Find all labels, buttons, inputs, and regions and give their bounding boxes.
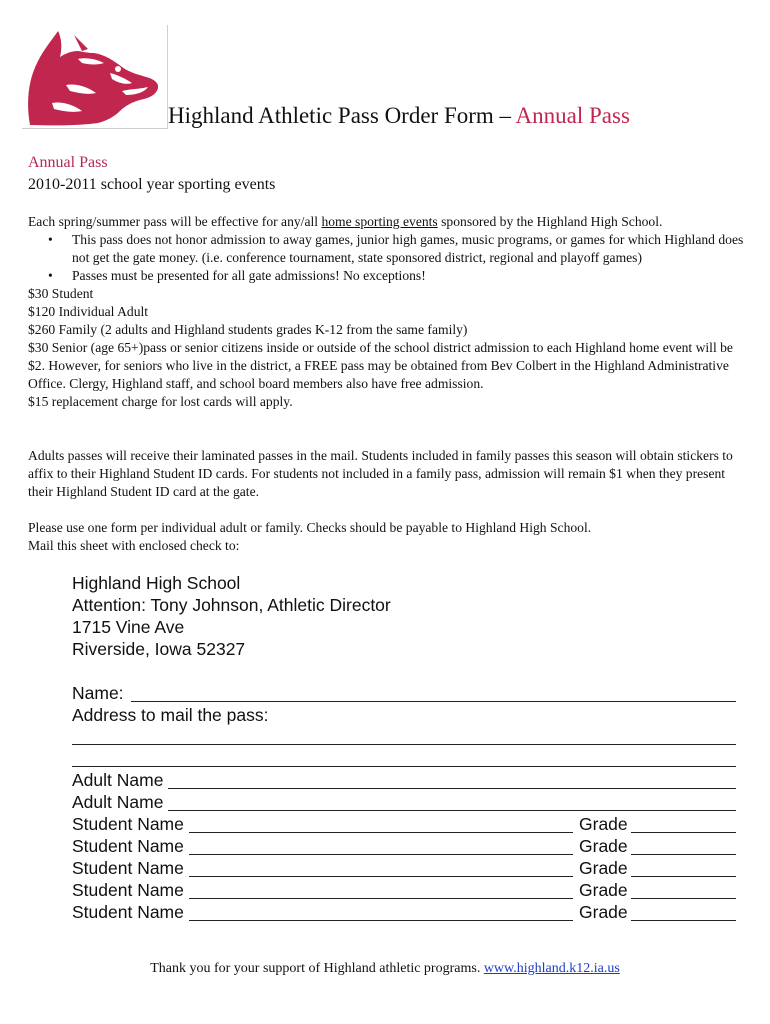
description-prefix: Each spring/summer pass will be effective for any/all — [28, 214, 322, 229]
adult-name-field-1[interactable] — [168, 788, 736, 789]
footer — [0, 961, 770, 977]
address-field-line-2[interactable] — [72, 766, 736, 767]
address-city: Riverside, Iowa 52327 — [72, 639, 246, 659]
mailing-address — [72, 572, 391, 660]
address-attention: Attention: Tony Johnson, Athletic Director — [72, 595, 391, 615]
address-school: Highland High School — [72, 573, 241, 593]
price-senior: $30 Senior (age 65+)pass or senior citizens inside or outside of the school district admission to each Highland home event will be $2. However, for seniors who live in the district, a FREE pass may be obtained from Bev Colbert in the Highland Administrative Office. Clergy, Highland staff, and school board members also have free admission. — [28, 340, 733, 391]
home-sporting-events-text: home sporting events — [321, 214, 438, 229]
rules-list — [28, 231, 748, 285]
name-label: Name: — [72, 683, 124, 703]
page-title — [168, 103, 630, 129]
grade-label: Grade — [579, 902, 628, 922]
description-block — [28, 213, 748, 411]
student-name-field-2[interactable] — [189, 854, 573, 855]
address-label: Address to mail the pass: — [72, 705, 269, 725]
price-replacement: $15 replacement charge for lost cards will apply. — [28, 394, 293, 409]
student-name-field-3[interactable] — [189, 876, 573, 877]
grade-field-3[interactable] — [631, 876, 736, 877]
pass-type-heading: Annual Pass — [28, 154, 108, 171]
grade-field-5[interactable] — [631, 920, 736, 921]
grade-field-2[interactable] — [631, 854, 736, 855]
website-link[interactable]: www.highland.k12.ia.us — [483, 961, 620, 976]
grade-label: Grade — [579, 836, 628, 856]
season-heading: 2010-2011 school year sporting events — [28, 176, 276, 193]
footer-text: Thank you for your support of Highland athletic programs. — [150, 961, 484, 976]
price-family: $260 Family (2 adults and Highland students grades K-12 from the same family) — [28, 322, 468, 337]
adult-name-field-2[interactable] — [168, 810, 736, 811]
instructions-line-1: Please use one form per individual adult or family. Checks should be payable to Highland High School. — [28, 520, 592, 535]
grade-label: Grade — [579, 858, 628, 878]
title-accent: Annual Pass — [515, 103, 630, 128]
grade-field-4[interactable] — [631, 898, 736, 899]
student-name-label: Student Name — [72, 858, 184, 878]
price-adult: $120 Individual Adult — [28, 304, 149, 319]
list-item: • This pass does not honor admission to away games, junior high games, music programs, or games for which Highland does not get the gate money. (i.e. conference tournament, state sponsored district, regional and playoff games) — [28, 231, 748, 267]
description-suffix: sponsored by the Highland High School. — [437, 214, 663, 229]
husky-head-logo-icon — [22, 25, 168, 129]
instructions-block — [28, 519, 748, 555]
student-name-field-5[interactable] — [189, 920, 573, 921]
address-street: 1715 Vine Ave — [72, 617, 185, 637]
instructions-line-2: Mail this sheet with enclosed check to: — [28, 538, 240, 553]
address-field-line-1[interactable] — [72, 744, 736, 745]
student-name-label: Student Name — [72, 880, 184, 900]
student-name-field-1[interactable] — [189, 832, 573, 833]
student-name-label: Student Name — [72, 836, 184, 856]
adult-name-label: Adult Name — [72, 770, 164, 790]
price-student: $30 Student — [28, 286, 94, 301]
grade-label: Grade — [579, 880, 628, 900]
grade-field-1[interactable] — [631, 832, 736, 833]
passes-note: Adults passes will receive their laminated passes in the mail. Students included in family passes this season will obtain stickers to affix to their Highland Student ID cards. For students not included in a family pass, admission will remain $1 when they present their Highland Student ID card at the gate. — [28, 448, 733, 499]
student-name-label: Student Name — [72, 814, 184, 834]
student-name-label: Student Name — [72, 902, 184, 922]
description-line — [28, 213, 748, 231]
name-field[interactable] — [131, 701, 736, 702]
title-main: Highland Athletic Pass Order Form – — [168, 103, 516, 128]
adult-name-label: Adult Name — [72, 792, 164, 812]
list-item: • Passes must be presented for all gate admissions! No exceptions! — [28, 267, 748, 285]
student-name-field-4[interactable] — [189, 898, 573, 899]
grade-label: Grade — [579, 814, 628, 834]
